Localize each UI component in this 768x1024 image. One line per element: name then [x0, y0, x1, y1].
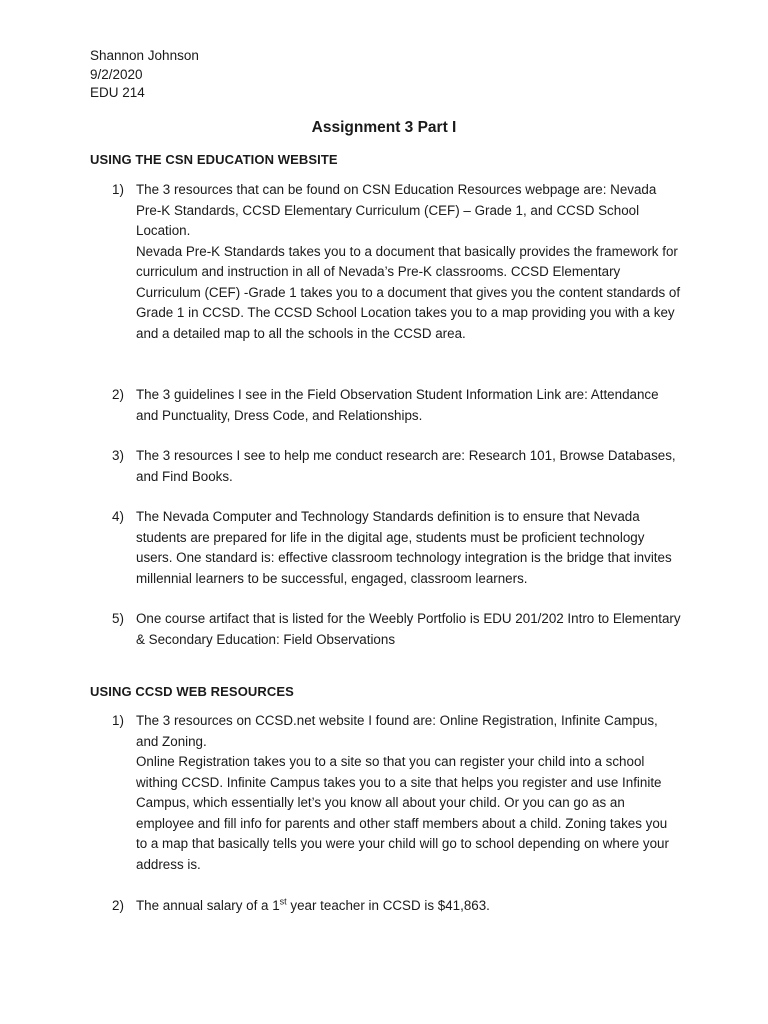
item-text: The 3 resources on CCSD.net website I found are: Online Registration, Infinite Campus, and Zoning. — [136, 713, 658, 749]
item-text-continued: Online Registration takes you to a site so that you can register your child into a school withing CCSD. Infinite Campus takes you to a site that helps you register and use Infinite Campus, which essentially let’s you know all about your child. Or you can go as an employee and fill info for parents and other staff members about a child. Zoning takes you to a map that basically tells you were your child will go to school depending on where your address is. — [136, 754, 669, 872]
list-item — [112, 385, 682, 426]
item-number: 2) — [112, 387, 124, 402]
document-title: Assignment 3 Part I — [311, 119, 457, 136]
list-item — [112, 711, 682, 875]
list-item — [112, 446, 682, 487]
list-item — [112, 609, 682, 650]
item-number: 1) — [112, 182, 124, 197]
item-text: The 3 resources I see to help me conduct research are: Research 101, Browse Databases, and Find Books. — [136, 448, 676, 484]
item-text: The Nevada Computer and Technology Standards definition is to ensure that Nevada students are prepared for life in the digital age, students must be proficient technology users. One standard is: effective classroom technology integration is the bridge that invites millennial learners to be successful, engaged, classroom learners. — [136, 509, 672, 586]
section-heading-ccsd: USING CCSD WEB RESOURCES — [90, 684, 294, 699]
item-number: 5) — [112, 611, 124, 626]
item-text: The 3 resources that can be found on CSN Education Resources webpage are: Nevada Pre-K Standards, CCSD Elementary Curriculum (CEF) – Grade 1, and CCSD School Location. — [136, 182, 657, 238]
item-text-start: The annual salary of a 1 — [136, 898, 280, 913]
ordinal-suffix: st — [279, 896, 287, 907]
item-number: 4) — [112, 509, 124, 524]
item-text — [136, 896, 682, 917]
assignment-date: 9/2/2020 — [90, 67, 143, 82]
item-number: 1) — [112, 713, 124, 728]
item-text: One course artifact that is listed for the Weebly Portfolio is EDU 201/202 Intro to Elementary & Secondary Education: Field Observations — [136, 611, 681, 647]
item-text: The 3 guidelines I see in the Field Observation Student Information Link are: Attendance and Punctuality, Dress Code, and Relationships. — [136, 387, 659, 423]
section-heading-csn: USING THE CSN EDUCATION WEBSITE — [90, 152, 338, 167]
item-text-end: year teacher in CCSD is $41,863. — [286, 898, 490, 913]
list-item — [112, 180, 682, 344]
item-text-continued: Nevada Pre-K Standards takes you to a document that basically provides the framework for curriculum and instruction in all of Nevada’s Pre-K classrooms. CCSD Elementary Curriculum (CEF) -Grade 1 takes you to a document that gives you the content standards of Grade 1 in CCSD. The CCSD School Location takes you to a map providing you with a key and a detailed map to all the schools in the CCSD area. — [136, 243, 681, 341]
course-code: EDU 214 — [90, 85, 145, 100]
list-item — [112, 896, 682, 917]
list-item — [112, 507, 682, 589]
item-number: 3) — [112, 448, 124, 463]
author-name: Shannon Johnson — [90, 48, 199, 63]
item-number: 2) — [112, 898, 124, 913]
